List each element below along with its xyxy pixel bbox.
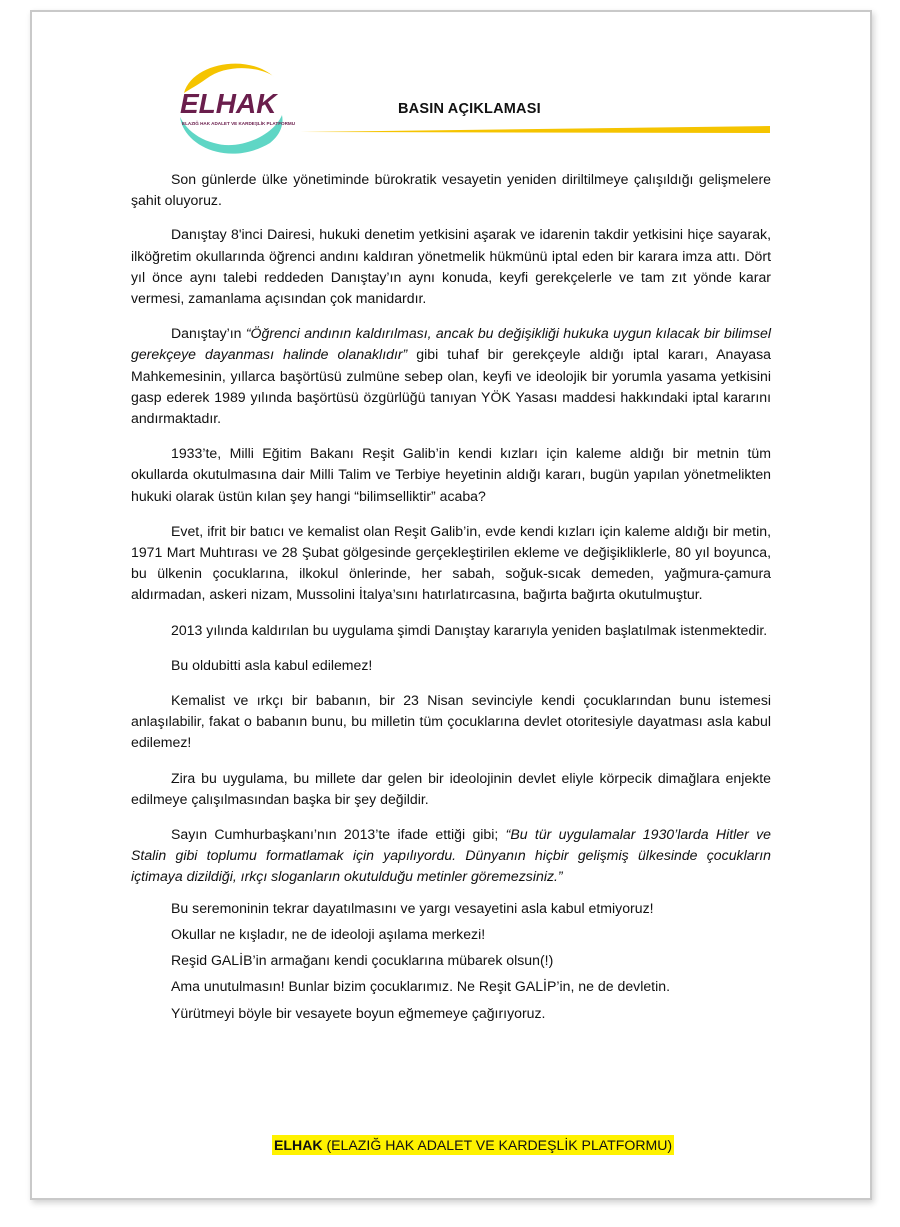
paragraph-5: Evet, ifrit bir batıcı ve kemalist olan Reşit Galib’in, evde kendi kızları için kaleme aldığı bir metin, 1971 Mart Muhtırası ve 28 Şubat gölgesinde gerçekleştirilen ekleme ve değişikliklerle, 80 yıl boyunca, bu ülkenin çocuklarına, ilkokul önlerinde, her sabah, soğuk-sıcak demeden, yağmura-çamura aldırmadan, askeri nizam, Mussolini İtalya’sını hatırlatırcasına, bağırta bağırta okutulmuştur. [131,522,771,603]
logo-subtitle: ELAZIĞ HAK ADALET VE KARDEŞLİK PLATFORMU [182,121,296,126]
paragraph-7: Bu oldubitti asla kabul edilemez! [171,656,373,673]
paragraph-9: Zira bu uygulama, bu millete dar gelen bir ideolojinin devlet eliyle körpecik dimağlara enjekte edilmeye çalışılmasından başka bir şey değildir. [131,769,771,807]
paragraph-3-end: gibi tuhaf bir gerekçeyle aldığı iptal kararı, Anayasa Mahkemesinin, yıllarca başörtüsü zulmüne sebep olan, keyfi ve ideolojik bir yorumla yasama yetkisini gasp ederek 1989 yılında başörtüsü özgürlüğü tanıyan YÖK Yasası maddesi hakkındaki iptal kararını andırmaktadır. [131,346,771,427]
paragraph-8: Kemalist ve ırkçı bir babanın, bir 23 Nisan sevinciyle kendi çocuklarından bunu istemesi anlaşılabilir, fakat o babanın bunu, bu milletin tüm çocuklarına devlet otoritesiyle dayatması asla kabul edilemez! [131,692,771,751]
paragraph-1: Son günlerde ülke yönetiminde bürokratik vesayetin yeniden diriltilmeye çalışıldığı gelişmelere şahit oluyoruz. [131,171,771,209]
council-quote: “Öğrenci andının kaldırılması, ancak bu değişikliği hukuka uygun kılacak bir bilimsel gerekçeye dayanması halinde olanaklıdır” [131,325,771,363]
paragraph-10-start: Sayın Cumhurbaşkanı’nın 2013’te ifade ettiği gibi; [171,826,506,843]
closing-line: Reşid GALİB’in armağanı kendi çocuklarına mübarek olsun(!) [171,952,554,969]
logo-wordmark: ELHAK [180,88,277,119]
signature-full-name: (ELAZIĞ HAK ADALET VE KARDEŞLİK PLATFORMU) [322,1137,673,1153]
press-release-body [131,169,771,1024]
paragraph-4: 1933’te, Milli Eğitim Bakanı Reşit Galib’in kendi kızları için kaleme aldığı bir metnin tüm okullarda okutulmasına dair Milli Talim ve Terbiye heyetinin aldığı kararı, bugün yapılan yönetmelikten hukuki olarak üstün kılan şey hangi “bilimselliktir” acaba? [131,445,771,504]
closing-line: Yürütmeyi böyle bir vesayete boyun eğmemeye çağırıyoruz. [171,1004,546,1021]
elhak-logo [170,55,296,165]
paragraph-6: 2013 yılında kaldırılan bu uygulama şimdi Danıştay kararıyla yeniden başlatılmak istenmektedir. [171,621,768,638]
president-quote: “Bu tür uygulamalar 1930’larda Hitler ve Stalin gibi toplumu formatlamak için yapılıyordu. Dünyanın hiçbir gelişmiş ülkesinde çocukların içtimaya dizildiği, ırkçı sloganların okutulduğu metinler göremezsiniz.” [131,826,772,885]
title-underline-swoosh [300,124,770,136]
page-title: BASIN AÇIKLAMASI [398,101,541,117]
signature-name: ELHAK [274,1137,323,1153]
paragraph-3-start: Danıştay’ın [171,325,242,342]
closing-line: Okullar ne kışladır, ne de ideoloji aşılama merkezi! [171,925,486,942]
closing-line: Ama unutulmasın! Bunlar bizim çocuklarımız. Ne Reşit GALİP’in, ne de devletin. [171,978,670,995]
paragraph-3 [131,323,771,429]
closing-line: Bu seremoninin tekrar dayatılmasını ve yargı vesayetini asla kabul etmiyoruz! [171,899,654,916]
signature-highlight [272,1135,674,1155]
paragraph-2: Danıştay 8'inci Dairesi, hukuki denetim yetkisini aşarak ve idarenin takdir yetkisini hiçe sayarak, ilköğretim okullarında öğrenci andını kaldıran yönetmelik hükmünü iptal eden bir karara imza attı. Dört yıl önce aynı talebi reddeden Danıştay’ın aynı konuda, keyfi gerekçelerle ve tam zıt yönde karar vermesi, zamanlama açısından çok manidardır. [131,226,771,307]
paragraph-10 [131,824,771,888]
